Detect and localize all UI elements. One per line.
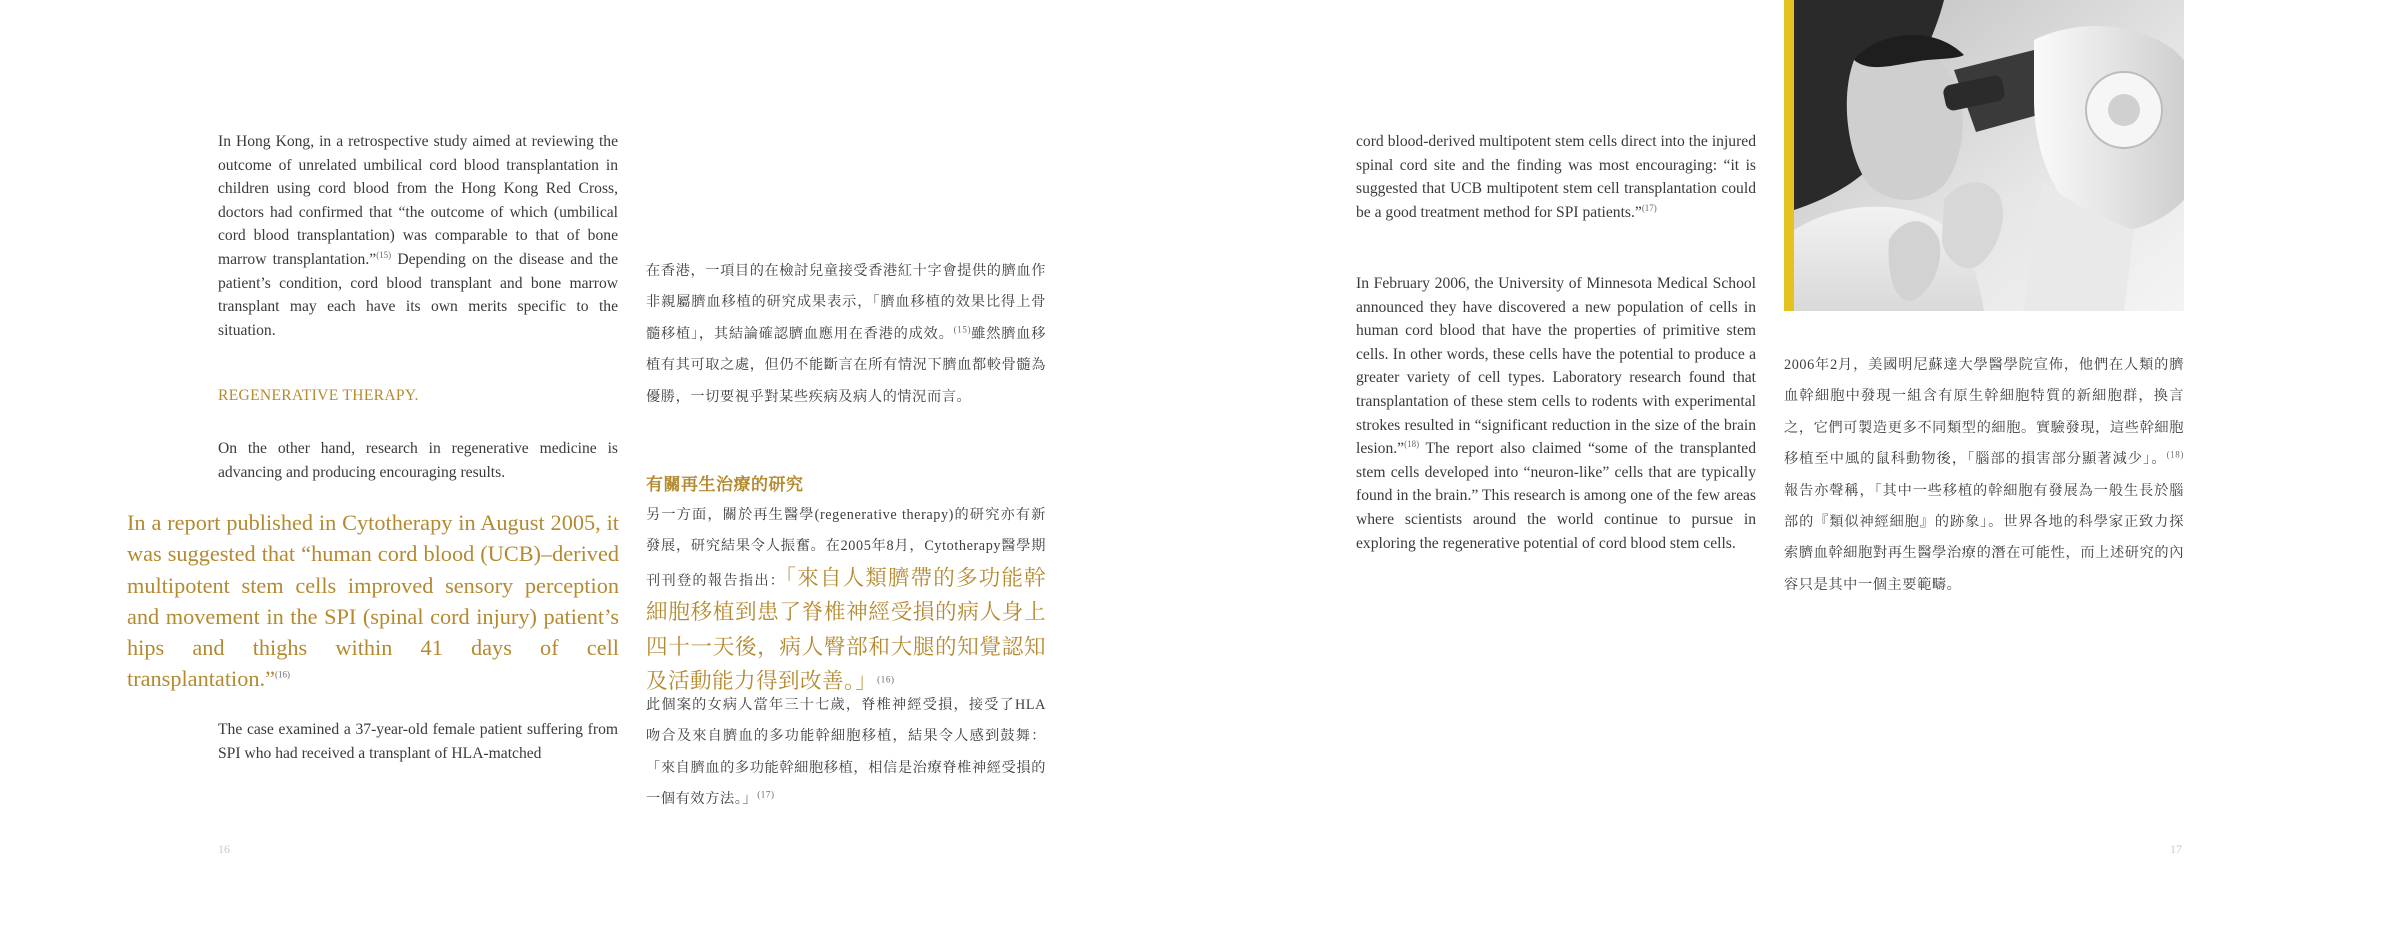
- regen-en-block: [218, 437, 618, 484]
- intro-zh-column: [646, 256, 1046, 413]
- intro-en-column: [218, 130, 618, 342]
- regenerative-heading-zh: 有關再生治療的研究: [646, 475, 804, 494]
- regenerative-heading-en-block: [218, 387, 618, 405]
- ref-15: (15): [376, 249, 392, 260]
- pull-quote-en: In a report published in Cytotherapy in August 2005, it was suggested that “human cord blood (UCB)–derived multipotent stem cells improved sensory perception and movement in the SPI (spinal cord injury) patient’s hips and thighs within 41 days of cell transplantation.”$^{(16)}$: [127, 510, 619, 692]
- ref-17: (17): [1641, 202, 1657, 213]
- ref-18: (18): [1404, 438, 1420, 449]
- regenerative-heading-en: REGENERATIVE THERAPY.: [218, 387, 419, 404]
- case-en-paragraph: The case examined a 37-year-old female patient suffering from SPI who had received a transplant of HLA-matched: [218, 721, 618, 762]
- case-zh-paragraph: 此個案的女病人當年三十七歲，脊椎神經受損，接受了HLA吻合及來自臍血的多功能幹細胞移植，結果令人感到鼓舞：「來自臍血的多功能幹細胞移植，相信是治療脊椎神經受損的一個有效方法。」$^{(17)}$: [646, 697, 1046, 808]
- ref-16: (16): [274, 670, 290, 681]
- heading-zh-block: [646, 470, 1046, 495]
- cont-en-column: [1356, 130, 1756, 224]
- intro-zh-paragraph: 在香港，一項目的在檢討兒童接受香港紅十字會提供的臍血作非親屬臍血移植的研究成果表示，「臍血移植的效果比得上骨髓移植」，其結論確認臍血應用在香港的成效。$^{(15)}$雖然臍血移植有其可取之處，但仍不能斷言在所有情況下臍血都較骨髓為優勝，一切要視乎對某些疾病及病人的情況而言。: [646, 263, 1046, 405]
- accent-bar: [1784, 0, 1794, 311]
- regen-zh-paragraph: 另一方面，關於再生醫學(regenerative therapy)的研究亦有新發展，研究結果令人振奮。在2005年8月，Cytotherapy醫學期刊刊登的報告指出：「來自人類臍帶的多功能幹細胞移植到患了脊椎神經受損的病人身上四十一天後，病人臀部和大腿的知覺認知及活動能力得到改善。」$^{(16)}$: [646, 507, 1046, 694]
- intro-en-paragraph: In Hong Kong, in a retrospective study aimed at reviewing the outcome of unrelated umbilical cord blood transplantation in children using cord blood from the Hong Kong Red Cross, doctors had confirmed that “the outcome of which (umbilical cord blood transplantation) was comparable to that of bone marrow transplantation.”$^{(15)}$ Depending on the disease and the patient’s condition, cord blood transplant and bone marrow transplant may each have its own merits specific to the situation.: [218, 133, 618, 339]
- case-zh-block: [646, 690, 1046, 816]
- regen-zh-quote: 「來自人類臍帶的多功能幹細胞移植到患了脊椎神經受損的病人身上四十一天後，病人臀部和大腿的知覺認知及活動能力得到改善。」: [646, 565, 1046, 694]
- minnesota-en-paragraph: In February 2006, the University of Minnesota Medical School announced they have discovered a new population of cells in human cord blood that have the properties of primitive stem cells. In other words, these cells have the potential to produce a greater variety of cell types. Laboratory research found that transplantation of these stem cells to rodents with experimental strokes resulted in “significant reduction in the size of the brain lesion.”$^{(18)}$ The report also claimed “some of the transplanted stem cells developed into “neuron-like” cells that are typically found in the brain.” This research is among one of the few areas where scientists around the world continue to pursue in exploring the regenerative potential of cord blood stem cells.: [1356, 275, 1756, 552]
- page-number-left: 16: [218, 842, 230, 856]
- minnesota-zh-paragraph: 2006年2月，美國明尼蘇達大學醫學院宣佈，他們在人類的臍血幹細胞中發現一組含有原生幹細胞特質的新細胞群，換言之，它們可製造更多不同類型的細胞。實驗發現，這些幹細胞移植至中風的鼠科動物後，「腦部的損害部分顯著減少」。$^{(18)}$報告亦聲稱，「其中一些移植的幹細胞有發展為一般生長於腦部的『類似神經細胞』的跡象」。世界各地的科學家正致力探索臍血幹細胞對再生醫學治療的潛在可能性，而上述研究的內容只是其中一個主要範疇。: [1784, 357, 2184, 593]
- pull-quote-block: [127, 507, 619, 695]
- cont-en-paragraph: cord blood-derived multipotent stem cells direct into the injured spinal cord site and the finding was most encouraging: “it is suggested that UCB multipotent stem cell transplantation could be a good treatment method for SPI patients.”$^{(17)}$: [1356, 133, 1756, 221]
- minnesota-zh-column: [1784, 350, 2184, 601]
- regen-zh-block: [646, 500, 1046, 700]
- page-number-right: 17: [2170, 842, 2182, 856]
- scientist-microscope-photo: [1794, 0, 2184, 311]
- case-en-block: [218, 718, 618, 765]
- minnesota-en-column: [1356, 272, 1756, 555]
- regen-en-paragraph: On the other hand, research in regenerative medicine is advancing and producing encouraging results.: [218, 440, 618, 481]
